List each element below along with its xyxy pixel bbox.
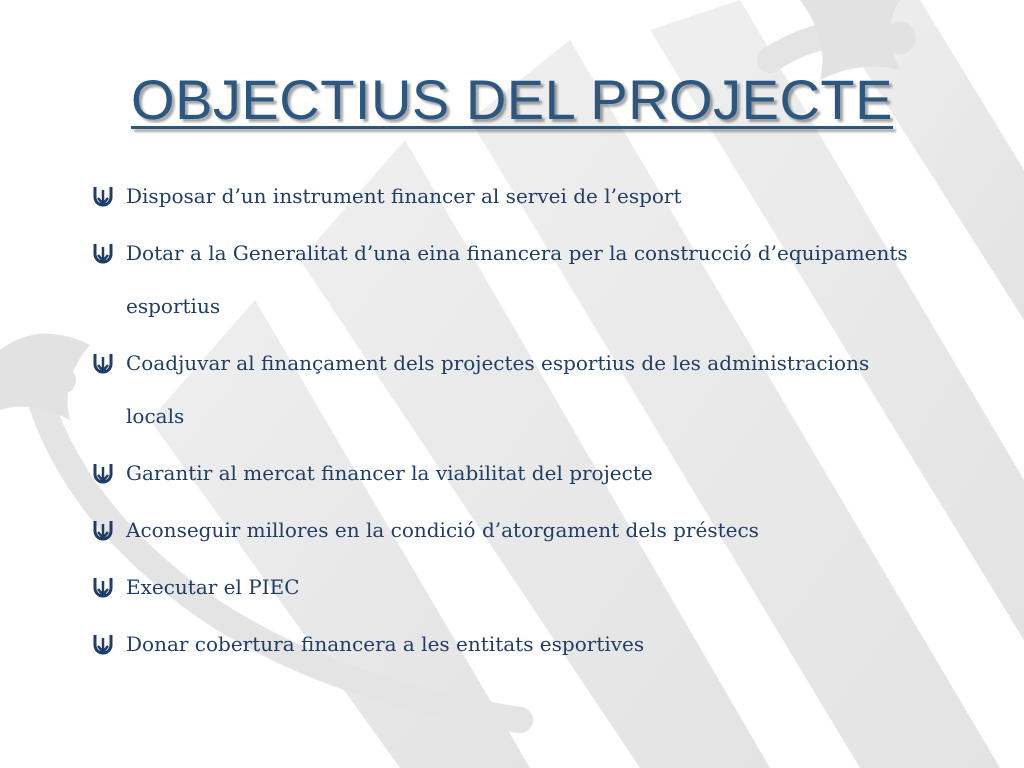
down-arrow-circle-icon — [90, 518, 116, 544]
list-item — [90, 618, 920, 671]
objectives-list — [90, 170, 920, 675]
list-item-text: Donar cobertura financera a les entitats esportives — [126, 632, 645, 656]
list-item — [90, 447, 920, 500]
list-item-text: Aconseguir millores en la condició d’atorgament dels préstecs — [126, 518, 759, 542]
list-item-text: Garantir al mercat financer la viabilitat del projecte — [126, 461, 653, 485]
down-arrow-circle-icon — [90, 351, 116, 377]
list-item — [90, 170, 920, 223]
list-item — [90, 337, 920, 443]
list-item — [90, 504, 920, 557]
list-item-text: Executar el PIEC — [126, 575, 300, 599]
list-item — [90, 561, 920, 614]
down-arrow-circle-icon — [90, 241, 116, 267]
list-item — [90, 227, 920, 333]
down-arrow-circle-icon — [90, 461, 116, 487]
down-arrow-circle-icon — [90, 632, 116, 658]
list-item-text: Disposar d’un instrument financer al servei de l’esport — [126, 184, 682, 208]
slide-title: OBJECTIUS DEL PROJECTE — [131, 68, 893, 131]
down-arrow-circle-icon — [90, 575, 116, 601]
down-arrow-circle-icon — [90, 184, 116, 210]
list-item-text: Dotar a la Generalitat d’una eina financera per la construcció d’equipaments esportius — [126, 241, 908, 318]
list-item-text: Coadjuvar al finançament dels projectes esportius de les administracions locals — [126, 351, 870, 428]
